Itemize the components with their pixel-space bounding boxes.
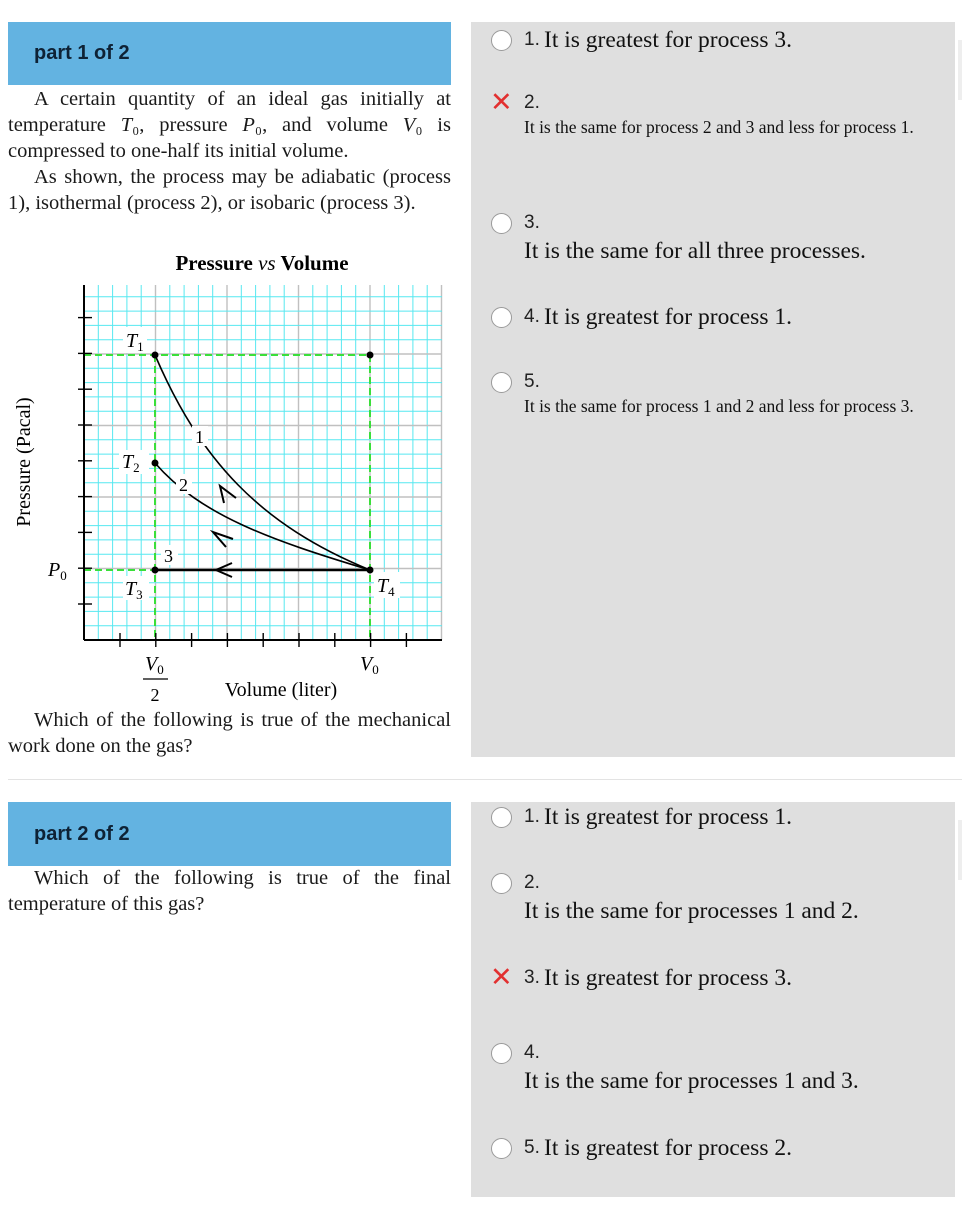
- title-label: Pressure vs Volume: [175, 251, 349, 275]
- point-t1: [152, 352, 159, 359]
- part1-intro: A certain quantity of an ideal gas initially at temperature T₀, pressure P₀, and volume V₀ is compressed to one-half its initial volume.: [8, 88, 451, 162]
- label-p0: $P_0$: [48, 559, 67, 583]
- incorrect-x-icon: ✕: [490, 962, 513, 993]
- label-process-2: 2: [179, 475, 188, 495]
- point-corner: [367, 352, 374, 359]
- scroll-edge: [958, 820, 962, 880]
- x-tick-half-den: 2: [150, 685, 160, 705]
- part1-option-2[interactable]: ✕ 2. It is the same for process 2 and 3 and less for process 1.: [490, 87, 914, 137]
- x-tick-full: $V_0$: [360, 653, 379, 677]
- part2-question-text: Which of the following is true of the final temperature of this gas?: [8, 867, 451, 915]
- part2-option-3[interactable]: ✕ 3. It is greatest for process 3.: [490, 962, 792, 993]
- radio-button[interactable]: [491, 30, 512, 51]
- part2-option-5[interactable]: 5. It is greatest for process 2.: [491, 1135, 941, 1169]
- part2-options-panel: [471, 802, 955, 1197]
- arrow-1: [220, 486, 236, 503]
- part1-question: Which of the following is true of the mechanical work done on the gas?: [8, 709, 451, 757]
- section-divider: [8, 779, 962, 780]
- label-t4: $T_4$: [377, 575, 395, 599]
- part1-question-text: [8, 86, 451, 216]
- point-t2: [152, 460, 159, 467]
- label-t2: $T_2$: [122, 451, 140, 475]
- radio-button[interactable]: [491, 372, 512, 393]
- radio-button[interactable]: [491, 807, 512, 828]
- process-1-curve: [155, 355, 370, 570]
- part2-header: [8, 802, 451, 866]
- point-t4: [367, 567, 374, 574]
- part1-options-panel: [471, 22, 955, 757]
- radio-button[interactable]: [491, 1138, 512, 1159]
- incorrect-x-icon: ✕: [490, 87, 513, 118]
- label-process-3: 3: [164, 546, 173, 566]
- part1-intro2: As shown, the process may be adiabatic (process 1), isothermal (process 2), or isobaric (process 3).: [8, 166, 451, 214]
- scroll-edge: [958, 40, 962, 100]
- radio-button[interactable]: [491, 1043, 512, 1064]
- label-t1: $T_1$: [126, 330, 144, 354]
- x-tick-half-num: $V_0$: [145, 653, 164, 677]
- part1-option-3[interactable]: 3. It is the same for all three processes.: [491, 210, 941, 274]
- radio-button[interactable]: [491, 873, 512, 894]
- part1-option-1[interactable]: 1. It is greatest for process 3.: [491, 27, 941, 61]
- part2-header-label: part 2 of 2: [34, 822, 130, 845]
- part1-option-4[interactable]: 4. It is greatest for process 1.: [491, 304, 941, 338]
- part2-option-1[interactable]: 1. It is greatest for process 1.: [491, 804, 941, 838]
- point-t3: [152, 567, 159, 574]
- radio-button[interactable]: [491, 213, 512, 234]
- y-axis-label: Pressure (Pacal): [13, 397, 35, 527]
- x-axis-label: Volume (liter): [224, 679, 338, 701]
- label-t3: $T_3$: [125, 578, 143, 602]
- radio-button[interactable]: [491, 307, 512, 328]
- part1-header-label: part 1 of 2: [34, 42, 130, 64]
- part1-header: [8, 22, 451, 85]
- part1-option-5[interactable]: 5. It is the same for process 1 and 2 and less for process 3.: [491, 369, 941, 449]
- part2-option-2[interactable]: 2. It is the same for processes 1 and 2.: [491, 870, 941, 934]
- part2-option-4[interactable]: 4. It is the same for processes 1 and 3.: [491, 1040, 941, 1104]
- pv-graph: [0, 240, 460, 710]
- label-process-1: 1: [195, 427, 204, 447]
